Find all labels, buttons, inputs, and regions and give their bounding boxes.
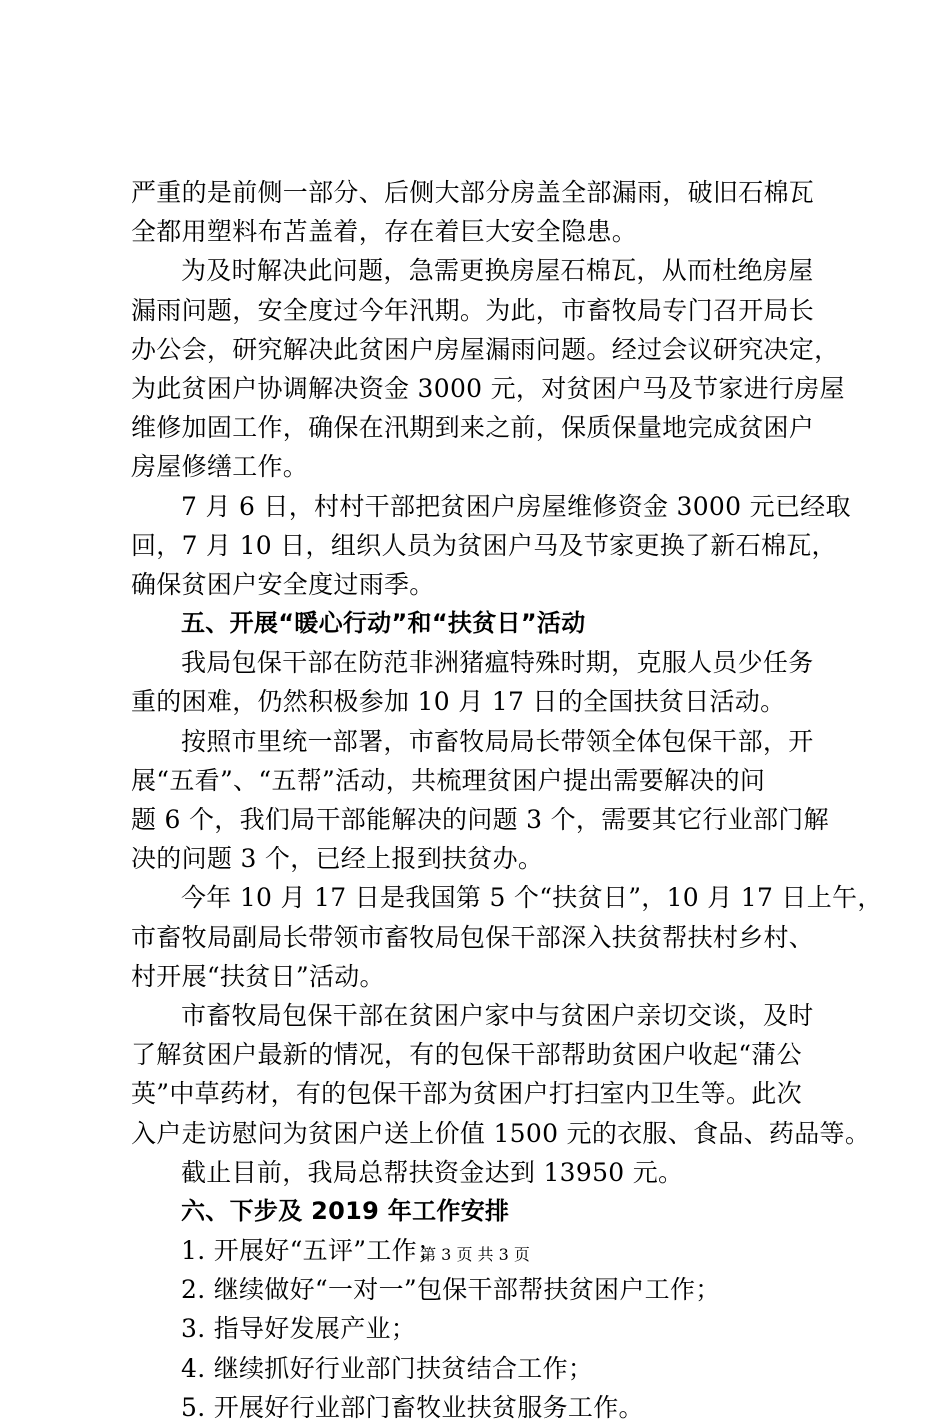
paragraph-line: 展“五看”、“五帮”活动，共梳理贫困户提出需要解决的问 [131, 765, 766, 795]
paragraph-line: 今年 10 月 17 日是我国第 5 个“扶贫日”，10 月 17 日上午， [181, 883, 883, 913]
paragraph-line: 严重的是前侧一部分、后侧大部分房盖全部漏雨，破旧石棉瓦 [131, 178, 815, 207]
paragraph-line: 按照市里统一部署，市畜牧局局长带领全体包保干部，开 [181, 726, 814, 756]
paragraph-line: 市畜牧局包保干部在贫困户家中与贫困户亲切交谈，及时 [181, 1000, 814, 1030]
paragraph-line: 市畜牧局副局长带领市畜牧局包保干部深入扶贫帮扶村乡村、 [131, 922, 815, 952]
paragraph-line: 7 月 6 日，村村干部把贫困户房屋维修资金 3000 元已经取 [181, 491, 851, 521]
paragraph-line: 漏雨问题，安全度过今年汛期。为此，市畜牧局专门召开局长 [131, 295, 815, 325]
paragraph-line: 回，7 月 10 日，组织人员为贫困户马及节家更换了新石棉瓦， [131, 530, 837, 560]
paragraph-line: 我局包保干部在防范非洲猪瘟特殊时期，克服人员少任务 [181, 648, 814, 678]
paragraph-line: 1. 开展好“五评”工作； [181, 1236, 443, 1266]
paragraph-line: 为及时解决此问题，急需更换房屋石棉瓦，从而杜绝房屋 [181, 256, 814, 286]
paragraph-line: 确保贫困户安全度过雨季。 [131, 569, 435, 599]
paragraph-line: 题 6 个，我们局干部能解决的问题 3 个，需要其它行业部门解 [131, 805, 829, 834]
paragraph-line: 重的困难，仍然积极参加 10 月 17 日的全国扶贫日活动。 [131, 687, 786, 717]
paragraph-line: 入户走访慰问为贫困户送上价值 1500 元的衣服、食品、药品等。 [131, 1118, 871, 1148]
section-heading: 五、开展“暖心行动”和“扶贫日”活动 [181, 609, 586, 638]
paragraph-line: 3. 指导好发展产业； [181, 1314, 417, 1344]
page-footer: 第 3 页 共 3 页 [420, 1245, 530, 1264]
paragraph-line: 截止目前，我局总帮扶资金达到 13950 元。 [181, 1157, 684, 1187]
paragraph-line: 2. 继续做好“一对一”包保干部帮扶贫困户工作； [181, 1275, 721, 1305]
paragraph-line: 为此贫困户协调解决资金 3000 元，对贫困户马及节家进行房屋 [131, 373, 845, 403]
paragraph-line: 办公会，研究解决此贫困户房屋漏雨问题。经过会议研究决定， [131, 334, 840, 364]
paragraph-line: 村开展“扶贫日”活动。 [131, 961, 385, 991]
paragraph-line: 维修加固工作，确保在汛期到来之前，保质保量地完成贫困户 [131, 413, 815, 443]
paragraph-line: 5. 开展好行业部门畜牧业扶贫服务工作。 [181, 1392, 644, 1422]
paragraph-line: 了解贫困户最新的情况，有的包保干部帮助贫困户收起“蒲公 [131, 1040, 802, 1070]
paragraph-line: 4. 继续抓好行业部门扶贫结合工作； [181, 1353, 594, 1383]
paragraph-line: 全都用塑料布苫盖着，存在着巨大安全隐患。 [131, 217, 638, 247]
paragraph-line: 决的问题 3 个，已经上报到扶贫办。 [131, 844, 544, 874]
document-body [131, 173, 883, 1427]
section-heading: 六、下步及 2019 年工作安排 [181, 1196, 510, 1225]
paragraph-line: 房屋修缮工作。 [131, 452, 309, 482]
paragraph-line: 英”中草药材，有的包保干部为贫困户打扫室内卫生等。此次 [131, 1079, 802, 1109]
